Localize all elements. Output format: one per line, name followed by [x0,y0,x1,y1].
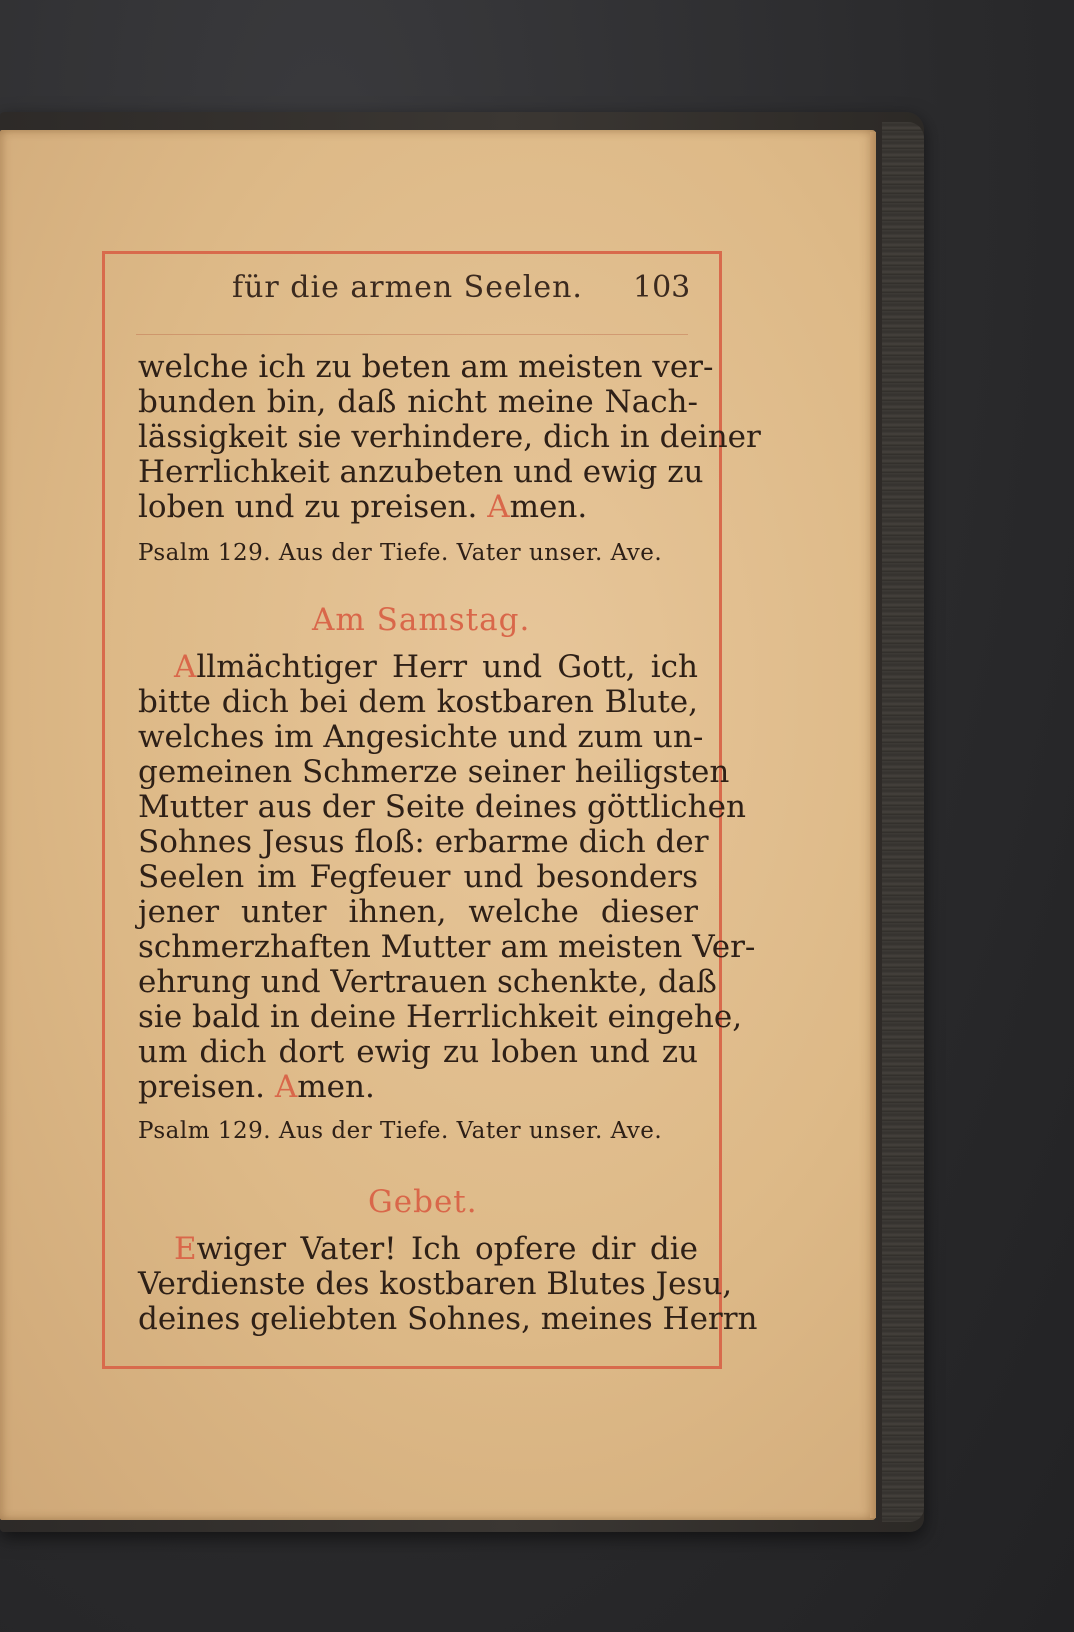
rubric-initial: A [274,1069,298,1105]
header-rule [136,334,688,335]
text-fragment: men. [297,1069,375,1105]
text-line: um dich dort ewig zu loben und zu [138,1034,698,1070]
rubric-initial: A [487,489,510,525]
text-line: Herrlichkeit anzubeten und ewig zu [138,454,704,490]
text-fragment: preisen. [138,1069,275,1105]
prayer-paragraph [138,1231,758,1337]
text-line: schmerzhaften Mutter am meisten Ver- [138,929,756,965]
text-line: Seelen im Fegfeuer und besonders [138,859,698,895]
text-line: sie bald in deine Herrlichkeit eingehe, [138,999,743,1035]
text-line [138,650,698,685]
text-line: gemeinen Schmerze seiner heiligsten [138,754,730,790]
text-line: lässigkeit sie verhindere, dich in deiner [138,419,761,455]
text-line: jener unter ihnen, welche dieser [138,894,698,930]
prayer-paragraph [138,649,756,1105]
text-fragment: loben und zu preisen. [138,489,488,525]
text-line: Sohnes Jesus floß: erbarme dich der [138,824,709,860]
text-line: welches im Angesichte und zum un- [138,719,704,755]
text-line: bunden bin, daß nicht meine Nach- [138,384,698,420]
text-fragment: wiger Vater! Ich opfere dir die [196,1231,698,1267]
psalm-reference: Psalm 129. Aus der Tiefe. Vater unser. Ave. [138,1118,663,1144]
text-line: welche ich zu beten am meisten ver- [138,349,714,385]
text-line: bitte dich bei dem kostbaren Blute, [138,684,698,720]
text-line: ehrung und Vertrauen schenkte, daß [138,964,717,1000]
text-line: deines geliebten Sohnes, meines Herrn [138,1301,758,1337]
section-heading: Am Samstag. [312,602,531,638]
rubric-initial: A [174,649,197,685]
text-line [138,1070,698,1105]
cover-edge [882,122,924,1522]
text-fragment: men. [509,489,588,525]
rubric-initial: E [174,1231,197,1267]
text-line: Mutter aus der Seite deines göttlichen [138,789,746,825]
psalm-reference: Psalm 129. Aus der Tiefe. Vater unser. Ave. [138,540,663,566]
text-line [138,1232,698,1267]
text-line: Verdienste des kostbaren Blutes Jesu, [138,1266,733,1302]
page-number: 103 [633,270,691,305]
running-head: für die armen Seelen. [232,270,583,305]
paragraph-continuation [138,349,761,525]
section-heading: Gebet. [368,1184,478,1220]
page-edge [870,132,876,1518]
text-line [138,490,698,525]
text-fragment: llmächtiger Herr und Gott, ich [196,649,698,685]
